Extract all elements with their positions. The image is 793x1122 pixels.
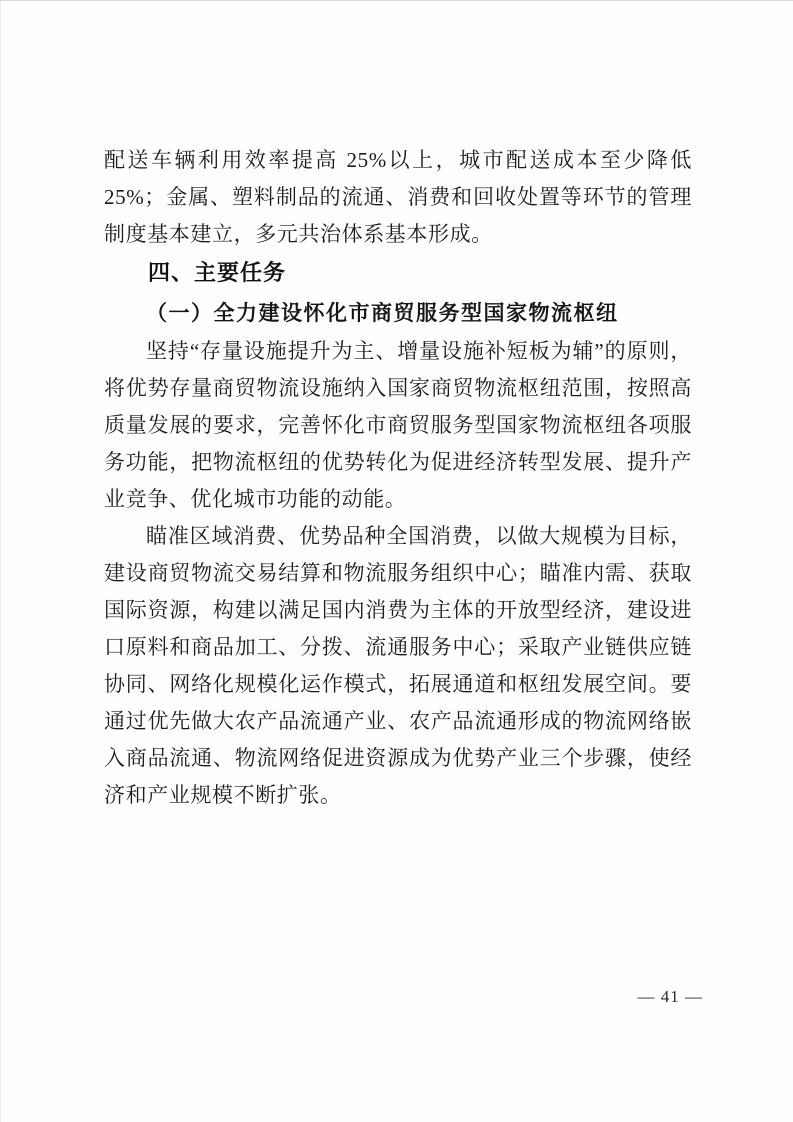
paragraph-continuation: 配送车辆利用效率提高 25%以上，城市配送成本至少降低 25%；金属、塑料制品的流通、消费和回收处置等环节的管理制度基本建立，多元共治体系基本形成。 — [104, 148, 692, 246]
paragraph-1: 坚持“存量设施提升为主、增量设施补短板为辅”的原则，将优势存量商贸物流设施纳入国家商贸物流枢纽范围，按照高质量发展的要求，完善怀化市商贸服务型国家物流枢纽各项服务功能，把物流枢纽的优势转化为促进经济转型发展、提升产业竞争、优化城市功能的动能。 — [104, 339, 692, 511]
section-heading: 四、主要任务 — [148, 260, 287, 285]
document-body — [104, 142, 692, 814]
page-number: — 41 — — [637, 987, 703, 1006]
subsection-heading: （一）全力建设怀化市商贸服务型国家物流枢纽 — [146, 301, 619, 325]
paragraph-2: 瞄准区域消费、优势品种全国消费，以做大规模为目标，建设商贸物流交易结算和物流服务组织中心；瞄准内需、获取国际资源，构建以满足国内消费为主体的开放型经济，建设进口原料和商品加工、分拨、流通服务中心；采取产业链供应链协同、网络化规模化运作模式，拓展通道和枢纽发展空间。要通过优先做大农产品流通产业、农产品流通形成的物流网络嵌入商品流通、物流网络促进资源成为优势产业三个步骤，使经济和产业规模不断扩张。 — [104, 524, 692, 807]
